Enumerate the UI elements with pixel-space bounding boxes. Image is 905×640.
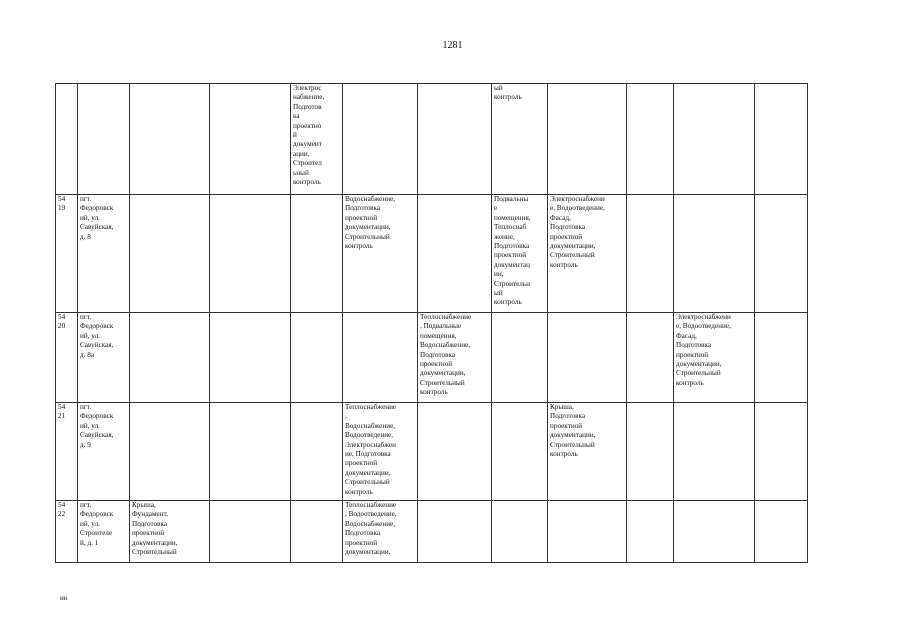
work-type-cell bbox=[210, 313, 291, 403]
work-type-cell bbox=[343, 84, 418, 195]
address-cell: пгт. Федоровск ий, ул. Савуйская, д. 8 bbox=[78, 195, 130, 313]
work-type-cell bbox=[343, 313, 418, 403]
work-type-cell bbox=[548, 84, 627, 195]
work-type-cell bbox=[627, 501, 674, 563]
work-type-cell bbox=[755, 313, 808, 403]
work-type-cell bbox=[492, 403, 548, 501]
row-number-cell bbox=[56, 84, 78, 195]
table-row bbox=[56, 501, 808, 563]
work-type-cell bbox=[418, 501, 492, 563]
work-type-cell bbox=[291, 313, 343, 403]
work-type-cell bbox=[755, 195, 808, 313]
work-type-cell: Электроснабжени е, Водоотведение, Фасад, Подготовка проектной документации, Строительный контроль bbox=[674, 313, 755, 403]
row-number-cell: 54 19 bbox=[56, 195, 78, 313]
table-row bbox=[56, 84, 808, 195]
row-number-cell: 54 20 bbox=[56, 313, 78, 403]
footer-mark: нн bbox=[60, 594, 68, 602]
address-cell: пгт. Федоровск ий, ул. Савуйская, д. 8а bbox=[78, 313, 130, 403]
work-type-cell bbox=[210, 195, 291, 313]
work-type-cell bbox=[755, 501, 808, 563]
work-type-cell: Подвальны е помещения, Теплоснаб жение, Подготовка проектной документац ии, Строительн ый контроль bbox=[492, 195, 548, 313]
work-type-cell: Электрос набжение, Подготов ка проектно й документ ации, Строител ьный контроль bbox=[291, 84, 343, 195]
page-number: 1281 bbox=[442, 40, 463, 51]
table-row bbox=[56, 313, 808, 403]
work-type-cell: Крыша, Фундамент, Подготовка проектной документации, Строительный bbox=[130, 501, 210, 563]
work-type-cell bbox=[210, 403, 291, 501]
row-number-cell: 54 22 bbox=[56, 501, 78, 563]
address-cell: пгт. Федоровск ий, ул. Строителе й, д. 1 bbox=[78, 501, 130, 563]
work-type-cell bbox=[674, 501, 755, 563]
work-type-cell bbox=[418, 195, 492, 313]
work-type-cell bbox=[291, 195, 343, 313]
work-type-cell bbox=[418, 403, 492, 501]
work-type-cell bbox=[418, 84, 492, 195]
address-cell: пгт. Федоровск ий, ул. Савуйская, д. 9 bbox=[78, 403, 130, 501]
work-type-cell bbox=[210, 501, 291, 563]
repair-schedule-table bbox=[55, 83, 808, 563]
work-type-cell bbox=[291, 403, 343, 501]
work-type-cell: Электроснабжени е, Водоотведение, Фасад, Подготовка проектной документации, Строительный контроль bbox=[548, 195, 627, 313]
work-type-cell: Крыша, Подготовка проектной документации, Строительный контроль bbox=[548, 403, 627, 501]
work-type-cell bbox=[674, 195, 755, 313]
work-type-cell bbox=[130, 84, 210, 195]
work-type-cell bbox=[492, 501, 548, 563]
table-row bbox=[56, 403, 808, 501]
table-body bbox=[56, 84, 808, 563]
work-type-cell bbox=[548, 501, 627, 563]
work-type-cell: Теплоснабжение , Водоснабжение, Водоотведение, Электроснабжен ие, Подготовка проектной документации, Строительный контроль bbox=[343, 403, 418, 501]
work-type-cell: Теплоснабжение , Водоотведение, Водоснабжение, Подготовка проектной документации, bbox=[343, 501, 418, 563]
work-type-cell bbox=[627, 84, 674, 195]
work-type-cell: Теплоснабжение , Подвальные помещения, Водоснабжение, Подготовка проектной документации, Строительный контроль bbox=[418, 313, 492, 403]
work-type-cell bbox=[210, 84, 291, 195]
work-type-cell bbox=[627, 313, 674, 403]
work-type-cell: Водоснабжение, Подготовка проектной документации, Строительный контроль bbox=[343, 195, 418, 313]
address-cell bbox=[78, 84, 130, 195]
work-type-cell bbox=[627, 403, 674, 501]
work-type-cell bbox=[130, 195, 210, 313]
work-type-cell bbox=[627, 195, 674, 313]
work-type-cell bbox=[674, 84, 755, 195]
work-type-cell bbox=[674, 403, 755, 501]
work-type-cell: ый контроль bbox=[492, 84, 548, 195]
work-type-cell bbox=[548, 313, 627, 403]
table-row bbox=[56, 195, 808, 313]
work-type-cell bbox=[291, 501, 343, 563]
work-type-cell bbox=[130, 313, 210, 403]
work-type-cell bbox=[755, 403, 808, 501]
work-type-cell bbox=[492, 313, 548, 403]
work-type-cell bbox=[755, 84, 808, 195]
row-number-cell: 54 21 bbox=[56, 403, 78, 501]
work-type-cell bbox=[130, 403, 210, 501]
